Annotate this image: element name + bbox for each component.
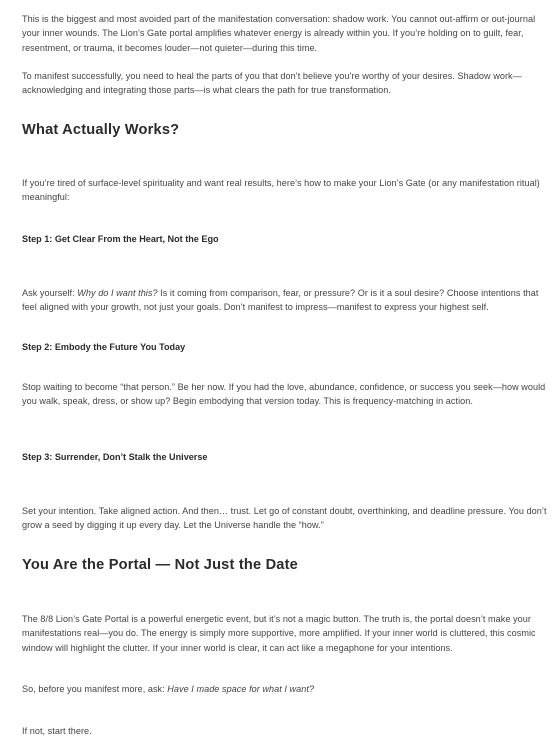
step-1-paragraph [22,286,548,315]
step-1-rest-text: Is it coming from comparison, fear, or pressure? Or is it a soul desire? Choose intentions that feel aligned with your growth, not just your goals. Don’t manifest to impress—manifest to express your highest self. [22,288,539,313]
step-2-title: Step 2: Embody the Future You Today [22,342,186,352]
portal-paragraph: The 8/8 Lion’s Gate Portal is a powerful energetic event, but it’s not a magic button. The truth is, the portal doesn’t make your manifestations real—you do. The energy is simply more supportive, more amplified. If your inner world is cluttered, this cosmic window will highlight the clutter. If your inner world is clear, it can act like a megaphone for your intentions. [22,614,536,653]
portal-question-paragraph [22,682,548,696]
closing-line: If not, start there. [22,726,92,736]
heading-you-are-the-portal: You Are the Portal — Not Just the Date [22,557,298,573]
step-3-title: Step 3: Surrender, Don’t Stalk the Universe [22,452,208,462]
step-1-lead-text: Ask yourself: [22,288,78,298]
heading-what-actually-works: What Actually Works? [22,122,180,138]
step-3-paragraph: Set your intention. Take aligned action. And then… trust. Let go of constant doubt, overthinking, and deadline pressure. You don’t grow a seed by digging it up every day. Let the Universe handle the “how.” [22,506,547,531]
works-intro-paragraph: If you’re tired of surface-level spirituality and want real results, here’s how to make your Lion’s Gate (or any manifestation ritual) meaningful: [22,178,540,203]
portal-lead-text: So, before you manifest more, ask: [22,684,168,694]
intro-paragraph-heal: To manifest successfully, you need to heal the parts of you that don’t believe you’re worthy of your desires. Shadow work—acknowledging and integrating those parts—is what clears the path for true transformation. [22,71,522,96]
portal-question: Have I made space for what I want? [167,684,315,694]
step-1-title: Step 1: Get Clear From the Heart, Not the Ego [22,234,219,244]
intro-paragraph-shadow-work: This is the biggest and most avoided part of the manifestation conversation: shadow work. You cannot out-affirm or out-journal your inner wounds. The Lion’s Gate portal amplifies whatever energy is already within you. If you’re holding on to guilt, fear, resentment, or trauma, it becomes louder—not quieter—during this time. [22,14,536,53]
step-1-question: Why do I want this? [77,288,158,298]
step-2-paragraph: Stop waiting to become “that person.” Be her now. If you had the love, abundance, confidence, or success you seek—how would you walk, speak, dress, or show up? Begin embodying that version today. This is frequency-matching in action. [22,382,546,407]
